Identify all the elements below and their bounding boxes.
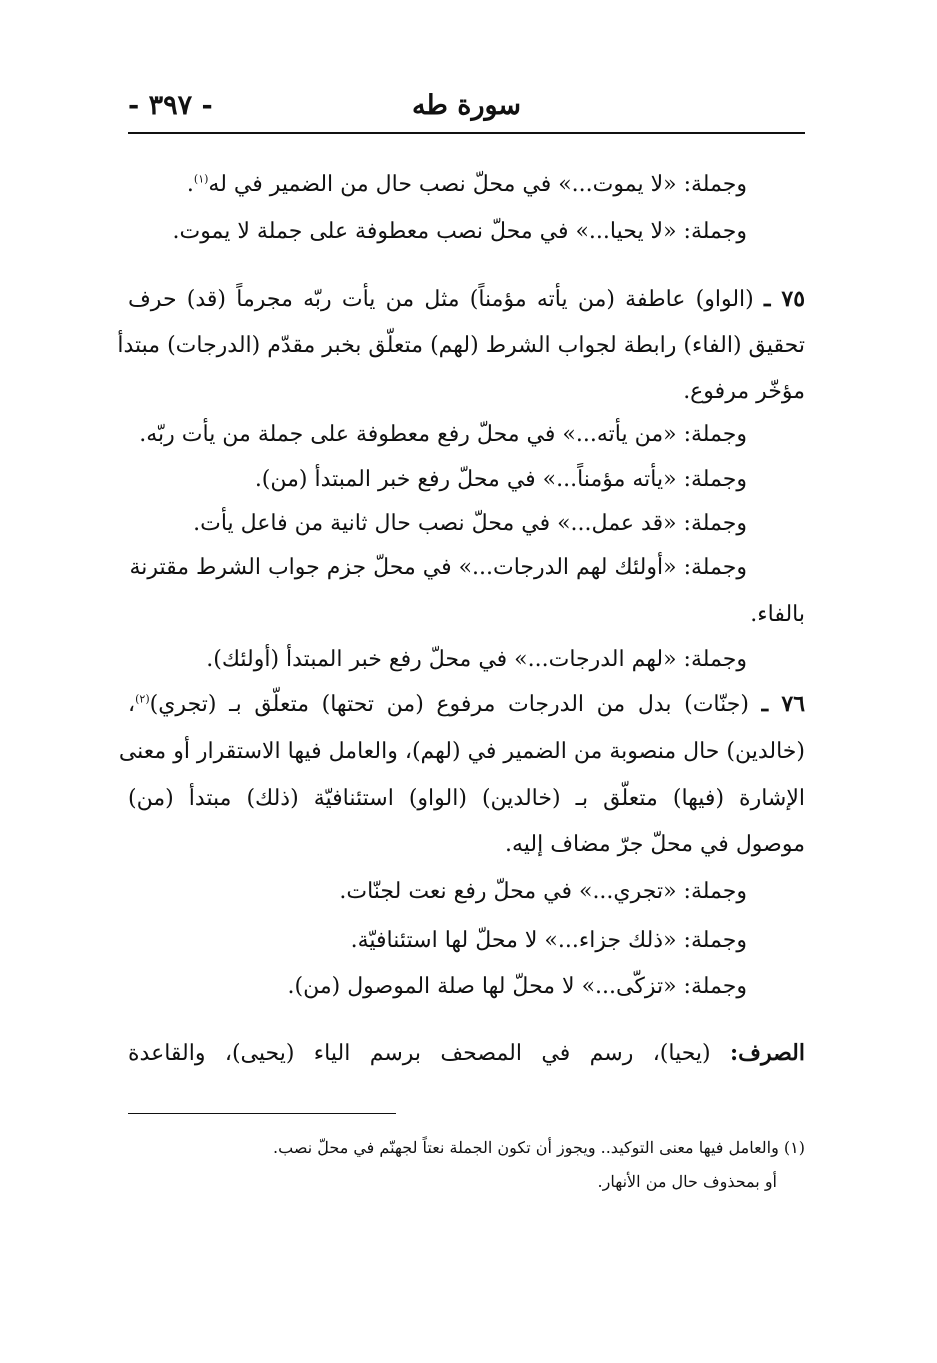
text-line: وجملة: «ذلك جزاء...» لا محلّ لها استئنافيّة.: [350, 928, 747, 953]
sarf-label: الصرف:: [730, 1040, 805, 1066]
book-page: [117, 0, 806, 1363]
text-line: وجملة: «تزكّى...» لا محلّ لها صلة الموصول (من).: [287, 974, 747, 999]
footnote-rule: [128, 1113, 396, 1114]
page-number: - ٣٩٧ -: [128, 90, 213, 121]
footnote: (١) والعامل فيها معنى التوكيد.. ويجوز أن تكون الجملة نعتاً لجهنّم في محلّ نصب.: [273, 1138, 805, 1157]
text-line: وجملة: «قد عمل...» في محلّ نصب حال ثانية من فاعل يأت.: [193, 511, 747, 536]
page-title: سورة طه: [411, 90, 522, 121]
text-line: الإشارة (فيها) متعلّق بـ (خالدين) (الواو) استئنافيّة (ذلك) مبتدأ (من): [128, 786, 805, 811]
header-rule: [128, 132, 805, 134]
text-line: وجملة: «تجري...» في محلّ رفع نعت لجنّات.: [339, 879, 747, 904]
text-line: ٧٦ ـ (جنّات) بدل من الدرجات مرفوع (من تحتها) متعلّق بـ (تجري)$^{(٢)}$،: [128, 691, 806, 717]
text-line: وجملة: «لهم الدرجات...» في محلّ رفع خبر المبتدأ (أولئك).: [206, 647, 747, 672]
page-header: [128, 86, 805, 132]
verse-number-75: ٧٥ ـ: [764, 286, 806, 312]
text-line: وجملة: «لا يموت...» في محلّ نصب حال من الضمير في له$^{(١)}$.: [186, 172, 747, 197]
text-line: وجملة: «أولئك لهم الدرجات...» في محلّ جزم جواب الشرط مقترنة: [129, 555, 747, 580]
footnote-ref-2[interactable]: (٢): [135, 692, 150, 706]
text-line: وجملة: «يأته مؤمناً...» في محلّ رفع خبر المبتدأ (من).: [254, 467, 747, 492]
text-line: وجملة: «لا يحيا...» في محلّ نصب معطوفة على جملة لا يموت.: [172, 219, 747, 244]
text-line: ٧٥ ـ (الواو) عاطفة (من يأته مؤمناً) مثل من يأت ربّه مجرماً (قد) حرف: [128, 286, 806, 312]
text-line: تحقيق (الفاء) رابطة لجواب الشرط (لهم) متعلّق بخبر مقدّم (الدرجات) مبتدأ: [117, 333, 805, 358]
text-line: وجملة: «من يأته...» في محلّ رفع معطوفة على جملة من يأت ربّه.: [139, 422, 747, 447]
text-line: بالفاء.: [750, 602, 805, 627]
footnote-ref-1[interactable]: (١): [193, 172, 209, 186]
text-line: مؤخّر مرفوع.: [683, 379, 805, 404]
footnote: أو بمحذوف حال من الأنهار.: [597, 1172, 777, 1191]
text-line: موصول في محلّ جرّ مضاف إليه.: [505, 832, 805, 857]
text-line: الصرف: (يحيا)، رسم في المصحف برسم الياء (يحيى)، والقاعدة: [128, 1040, 805, 1066]
text-line: (خالدين) حال منصوبة من الضمير في (لهم)، والعامل فيها الاستقرار أو معنى: [118, 739, 805, 764]
verse-number-76: ٧٦ ـ: [761, 691, 806, 717]
